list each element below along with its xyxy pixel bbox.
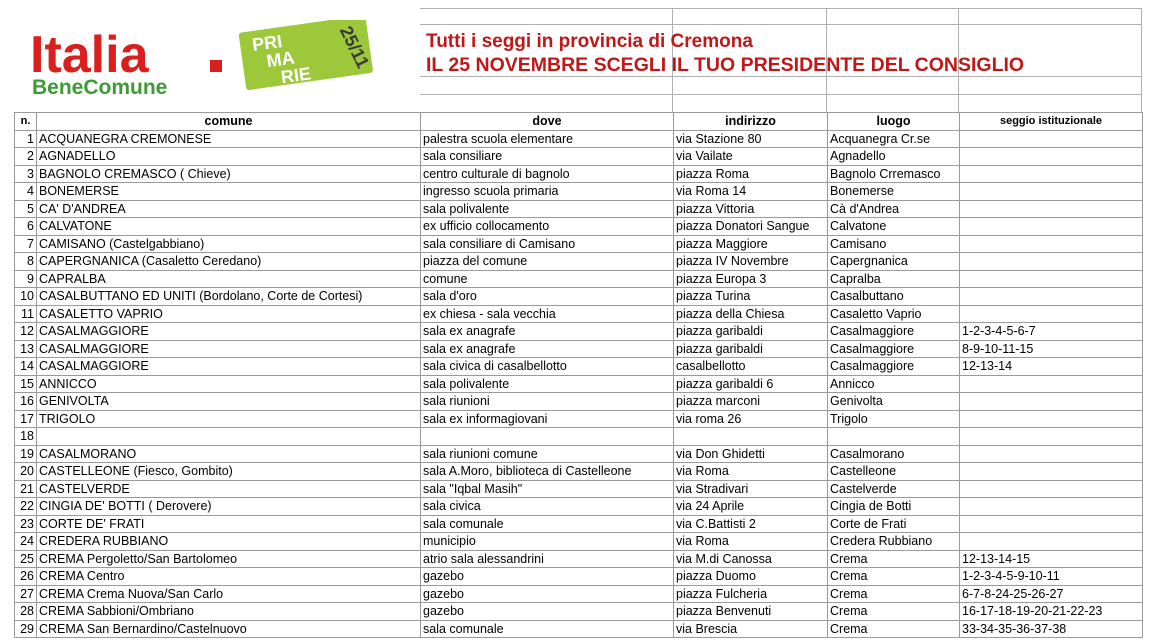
table-body [15,130,1143,638]
cell-luogo[interactable]: Castelverde [828,480,960,498]
polling-stations-table [14,112,1143,638]
cell-number[interactable]: 2 [15,148,37,166]
cell-indirizzo[interactable]: piazza Maggiore [674,235,828,253]
cell-number[interactable]: 11 [15,305,37,323]
cell-comune[interactable]: CASALMORANO [37,445,421,463]
cell-dove[interactable]: atrio sala alessandrini [421,550,674,568]
cell-seggio[interactable]: 12-13-14 [960,358,1143,376]
cell-dove[interactable]: sala comunale [421,620,674,638]
cell-seggio[interactable] [960,533,1143,551]
table-row[interactable] [15,568,1143,586]
cell-indirizzo[interactable]: piazza IV Novembre [674,253,828,271]
cell-indirizzo[interactable]: piazza marconi [674,393,828,411]
cell-indirizzo[interactable]: via roma 26 [674,410,828,428]
cell-number[interactable]: 28 [15,603,37,621]
cell-seggio[interactable]: 1-2-3-4-5-9-10-11 [960,568,1143,586]
cell-seggio[interactable]: 6-7-8-24-25-26-27 [960,585,1143,603]
cell-luogo[interactable]: Camisano [828,235,960,253]
cell-number[interactable]: 16 [15,393,37,411]
cell-dove[interactable]: sala consiliare [421,148,674,166]
cell-number[interactable]: 25 [15,550,37,568]
badge-date: 25/11 [335,22,374,72]
cell-seggio[interactable] [960,463,1143,481]
cell-indirizzo[interactable]: via Brescia [674,620,828,638]
cell-seggio[interactable] [960,428,1143,446]
table-row[interactable] [15,200,1143,218]
cell-indirizzo[interactable]: via C.Battisti 2 [674,515,828,533]
cell-dove[interactable]: gazebo [421,585,674,603]
cell-comune[interactable]: CA' D'ANDREA [37,200,421,218]
cell-seggio[interactable] [960,183,1143,201]
table-row[interactable] [15,253,1143,271]
cell-comune[interactable]: CASALMAGGIORE [37,358,421,376]
cell-luogo[interactable]: Crema [828,585,960,603]
cell-luogo[interactable]: Casaletto Vaprio [828,305,960,323]
cell-luogo[interactable]: Casalmaggiore [828,340,960,358]
cell-indirizzo[interactable]: piazza Roma [674,165,828,183]
cell-number[interactable]: 14 [15,358,37,376]
table-row[interactable] [15,620,1143,638]
cell-dove[interactable]: sala ex anagrafe [421,340,674,358]
cell-seggio[interactable] [960,445,1143,463]
cell-indirizzo[interactable]: via M.di Canossa [674,550,828,568]
cell-dove[interactable]: ex chiesa - sala vecchia [421,305,674,323]
cell-comune[interactable]: CINGIA DE' BOTTI ( Derovere) [37,498,421,516]
cell-indirizzo[interactable]: piazza Duomo [674,568,828,586]
cell-seggio[interactable] [960,270,1143,288]
table-row[interactable] [15,550,1143,568]
col-header-number: n. [15,113,37,131]
cell-luogo[interactable]: Corte de Frati [828,515,960,533]
table-row[interactable] [15,358,1143,376]
cell-comune[interactable]: GENIVOLTA [37,393,421,411]
badge-line1: PRI [250,31,284,56]
cell-seggio[interactable]: 33-34-35-36-37-38 [960,620,1143,638]
cell-number[interactable]: 8 [15,253,37,271]
cell-number[interactable]: 24 [15,533,37,551]
cell-dove[interactable]: municipio [421,533,674,551]
cell-number[interactable]: 17 [15,410,37,428]
cell-seggio[interactable]: 1-2-3-4-5-6-7 [960,323,1143,341]
cell-dove[interactable]: sala "Iqbal Masih" [421,480,674,498]
cell-seggio[interactable] [960,200,1143,218]
cell-luogo[interactable] [828,428,960,446]
cell-number[interactable]: 12 [15,323,37,341]
table-row[interactable] [15,165,1143,183]
cell-indirizzo[interactable]: piazza Europa 3 [674,270,828,288]
cell-number[interactable]: 4 [15,183,37,201]
cell-seggio[interactable] [960,218,1143,236]
cell-luogo[interactable]: Crema [828,550,960,568]
cell-luogo[interactable]: Crema [828,603,960,621]
cell-luogo[interactable]: Casalmaggiore [828,323,960,341]
cell-number[interactable]: 1 [15,130,37,148]
table-row[interactable] [15,533,1143,551]
cell-comune[interactable]: CREMA Sabbioni/Ombriano [37,603,421,621]
cell-luogo[interactable]: Cingia de Botti [828,498,960,516]
cell-luogo[interactable]: Calvatone [828,218,960,236]
logo-dot [210,60,222,72]
cell-comune[interactable]: CAPRALBA [37,270,421,288]
cell-luogo[interactable]: Casalbuttano [828,288,960,306]
cell-number[interactable]: 21 [15,480,37,498]
cell-comune[interactable]: ANNICCO [37,375,421,393]
cell-seggio[interactable]: 8-9-10-11-15 [960,340,1143,358]
cell-indirizzo[interactable]: piazza garibaldi [674,340,828,358]
cell-number[interactable]: 23 [15,515,37,533]
table-row[interactable] [15,235,1143,253]
table-row[interactable] [15,410,1143,428]
logo-brand-line1: Italia [30,26,149,84]
cell-dove[interactable]: sala polivalente [421,375,674,393]
cell-comune[interactable]: AGNADELLO [37,148,421,166]
cell-dove[interactable]: sala riunioni [421,393,674,411]
cell-dove[interactable]: sala civica di casalbellotto [421,358,674,376]
cell-comune[interactable]: CREMA Centro [37,568,421,586]
cell-comune[interactable]: CAMISANO (Castelgabbiano) [37,235,421,253]
cell-comune[interactable]: CREMA San Bernardino/Castelnuovo [37,620,421,638]
logo-brand-line2: BeneComune [32,76,168,99]
table-row[interactable] [15,130,1143,148]
cell-dove[interactable]: comune [421,270,674,288]
table-row[interactable] [15,585,1143,603]
cell-luogo[interactable]: Capergnanica [828,253,960,271]
col-header-indirizzo: indirizzo [674,113,828,131]
cell-number[interactable]: 29 [15,620,37,638]
cell-luogo[interactable]: Casalmorano [828,445,960,463]
cell-luogo[interactable]: Acquanegra Cr.se [828,130,960,148]
cell-number[interactable]: 27 [15,585,37,603]
cell-comune[interactable]: ACQUANEGRA CREMONESE [37,130,421,148]
table-row[interactable] [15,218,1143,236]
cell-dove[interactable]: palestra scuola elementare [421,130,674,148]
cell-indirizzo[interactable]: via Roma [674,463,828,481]
cell-comune[interactable]: CASTELLEONE (Fiesco, Gombito) [37,463,421,481]
cell-dove[interactable]: centro culturale di bagnolo [421,165,674,183]
cell-comune[interactable]: BAGNOLO CREMASCO ( Chieve) [37,165,421,183]
cell-dove[interactable]: ingresso scuola primaria [421,183,674,201]
cell-seggio[interactable]: 16-17-18-19-20-21-22-23 [960,603,1143,621]
table-row[interactable] [15,445,1143,463]
cell-indirizzo[interactable]: via Stradivari [674,480,828,498]
cell-number[interactable]: 10 [15,288,37,306]
cell-number[interactable]: 9 [15,270,37,288]
table-row[interactable] [15,393,1143,411]
cell-luogo[interactable]: Crema [828,620,960,638]
cell-comune[interactable]: CAPERGNANICA (Casaletto Ceredano) [37,253,421,271]
cell-number[interactable]: 18 [15,428,37,446]
cell-comune[interactable]: TRIGOLO [37,410,421,428]
cell-comune[interactable]: CASALBUTTANO ED UNITI (Bordolano, Corte de Cortesi) [37,288,421,306]
heading-line1: Tutti i seggi in provincia di Cremona [426,31,753,52]
table-row[interactable] [15,183,1143,201]
cell-luogo[interactable]: Credera Rubbiano [828,533,960,551]
cell-indirizzo[interactable]: piazza Donatori Sangue [674,218,828,236]
cell-dove[interactable]: gazebo [421,568,674,586]
table-row[interactable] [15,498,1143,516]
cell-indirizzo[interactable]: via Roma [674,533,828,551]
cell-seggio[interactable] [960,480,1143,498]
cell-indirizzo[interactable]: piazza Fulcheria [674,585,828,603]
table-row[interactable] [15,288,1143,306]
cell-indirizzo[interactable]: via Vailate [674,148,828,166]
cell-luogo[interactable]: Bonemerse [828,183,960,201]
cell-seggio[interactable]: 12-13-14-15 [960,550,1143,568]
cell-seggio[interactable] [960,375,1143,393]
cell-number[interactable]: 26 [15,568,37,586]
cell-seggio[interactable] [960,305,1143,323]
cell-number[interactable]: 13 [15,340,37,358]
cell-dove[interactable] [421,428,674,446]
cell-luogo[interactable]: Cà d'Andrea [828,200,960,218]
cell-dove[interactable]: sala civica [421,498,674,516]
cell-comune[interactable]: CORTE DE' FRATI [37,515,421,533]
cell-number[interactable]: 15 [15,375,37,393]
cell-number[interactable]: 5 [15,200,37,218]
cell-indirizzo[interactable]: piazza Vittoria [674,200,828,218]
table-row[interactable] [15,323,1143,341]
table-row[interactable] [15,603,1143,621]
table-row[interactable] [15,270,1143,288]
cell-number[interactable]: 19 [15,445,37,463]
col-header-dove: dove [421,113,674,131]
cell-dove[interactable]: sala A.Moro, biblioteca di Castelleone [421,463,674,481]
col-header-comune: comune [37,113,421,131]
cell-seggio[interactable] [960,253,1143,271]
cell-luogo[interactable]: Trigolo [828,410,960,428]
cell-indirizzo[interactable]: piazza garibaldi [674,323,828,341]
cell-comune[interactable]: CREMA Crema Nuova/San Carlo [37,585,421,603]
table-row[interactable] [15,375,1143,393]
cell-dove[interactable]: piazza del comune [421,253,674,271]
table-row[interactable] [15,148,1143,166]
table-row[interactable] [15,305,1143,323]
col-header-luogo: luogo [828,113,960,131]
cell-seggio[interactable] [960,515,1143,533]
cell-dove[interactable]: sala polivalente [421,200,674,218]
cell-dove[interactable]: sala ex informagiovani [421,410,674,428]
cell-luogo[interactable]: Capralba [828,270,960,288]
cell-luogo[interactable]: Annicco [828,375,960,393]
badge-line3: RIE [279,63,313,88]
col-header-seggio: seggio istituzionale [960,113,1143,131]
cell-indirizzo[interactable]: piazza Benvenuti [674,603,828,621]
cell-comune[interactable]: CASALETTO VAPRIO [37,305,421,323]
cell-indirizzo[interactable] [674,428,828,446]
cell-indirizzo[interactable]: via Don Ghidetti [674,445,828,463]
cell-seggio[interactable] [960,410,1143,428]
badge-line2: MA [265,47,296,72]
table-row[interactable] [15,463,1143,481]
cell-number[interactable]: 22 [15,498,37,516]
cell-luogo[interactable]: Bagnolo Crremasco [828,165,960,183]
cell-dove[interactable]: ex ufficio collocamento [421,218,674,236]
cell-seggio[interactable] [960,393,1143,411]
cell-seggio[interactable] [960,235,1143,253]
cell-comune[interactable]: CREMA Pergoletto/San Bartolomeo [37,550,421,568]
heading-line2: IL 25 NOVEMBRE SCEGLI IL TUO PRESIDENTE DEL CONSIGLIO [426,54,1025,76]
cell-indirizzo[interactable]: piazza della Chiesa [674,305,828,323]
cell-comune[interactable]: CASALMAGGIORE [37,340,421,358]
cell-dove[interactable]: sala d'oro [421,288,674,306]
cell-seggio[interactable] [960,288,1143,306]
cell-luogo[interactable]: Castelleone [828,463,960,481]
cell-luogo[interactable]: Casalmaggiore [828,358,960,376]
table-row[interactable] [15,480,1143,498]
cell-number[interactable]: 20 [15,463,37,481]
cell-comune[interactable]: CASTELVERDE [37,480,421,498]
cell-comune[interactable]: CASALMAGGIORE [37,323,421,341]
cell-luogo[interactable]: Genivolta [828,393,960,411]
cell-seggio[interactable] [960,498,1143,516]
cell-indirizzo[interactable]: casalbellotto [674,358,828,376]
cell-seggio[interactable] [960,165,1143,183]
cell-number[interactable]: 7 [15,235,37,253]
cell-dove[interactable]: sala riunioni comune [421,445,674,463]
table-header-row [15,113,1143,131]
cell-comune[interactable]: CREDERA RUBBIANO [37,533,421,551]
cell-indirizzo[interactable]: via 24 Aprile [674,498,828,516]
cell-comune[interactable]: CALVATONE [37,218,421,236]
cell-comune[interactable] [37,428,421,446]
cell-comune[interactable]: BONEMERSE [37,183,421,201]
cell-seggio[interactable] [960,130,1143,148]
cell-dove[interactable]: sala consiliare di Camisano [421,235,674,253]
cell-indirizzo[interactable]: via Stazione 80 [674,130,828,148]
cell-indirizzo[interactable]: via Roma 14 [674,183,828,201]
cell-indirizzo[interactable]: piazza Turina [674,288,828,306]
table-row[interactable] [15,428,1143,446]
italia-benecomune-logo [14,20,414,108]
primarie-badge [238,20,374,92]
cell-dove[interactable]: sala comunale [421,515,674,533]
cell-seggio[interactable] [960,148,1143,166]
cell-luogo[interactable]: Crema [828,568,960,586]
cell-indirizzo[interactable]: piazza garibaldi 6 [674,375,828,393]
table-row[interactable] [15,340,1143,358]
cell-number[interactable]: 3 [15,165,37,183]
cell-number[interactable]: 6 [15,218,37,236]
table-row[interactable] [15,515,1143,533]
cell-luogo[interactable]: Agnadello [828,148,960,166]
cell-dove[interactable]: sala ex anagrafe [421,323,674,341]
cell-dove[interactable]: gazebo [421,603,674,621]
